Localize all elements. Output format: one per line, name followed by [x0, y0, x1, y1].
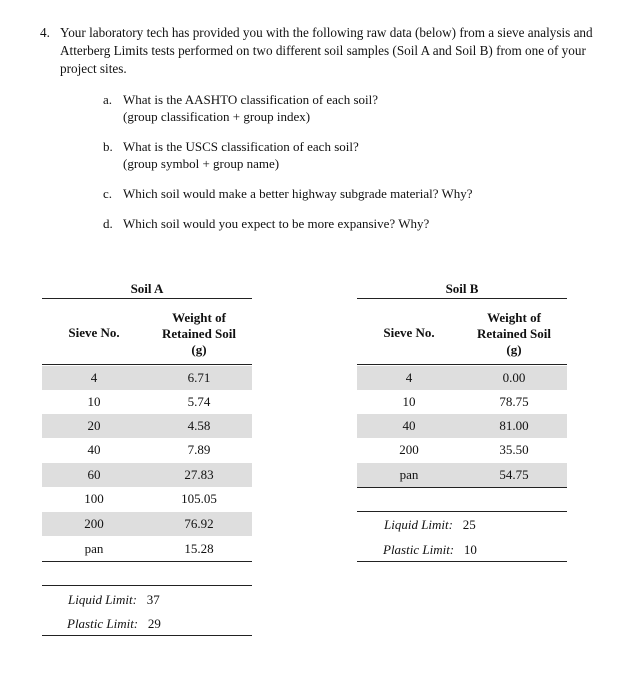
soil-b-weight-header — [461, 310, 567, 358]
table-row — [42, 390, 252, 414]
sieve-cell: 20 — [87, 418, 101, 433]
header-line: Retained Soil — [161, 326, 237, 341]
weight-cell: 78.75 — [499, 394, 529, 409]
table-row — [357, 390, 567, 414]
table-row — [357, 463, 567, 487]
plastic-limit-label: Plastic Limit: — [383, 542, 455, 557]
table-row — [357, 438, 567, 462]
sieve-cell: 40 — [402, 418, 416, 433]
divider — [357, 511, 567, 512]
divider — [42, 585, 252, 586]
table-row — [42, 512, 252, 536]
soil-a-weight-header — [146, 310, 252, 358]
divider — [42, 561, 252, 562]
liquid-limit-value: 37 — [146, 592, 160, 607]
plastic-limit-value: 29 — [147, 616, 161, 631]
divider — [42, 635, 252, 636]
soil-a-sieve-header: Sieve No. — [68, 325, 120, 340]
table-row — [42, 438, 252, 462]
weight-cell: 6.71 — [187, 370, 211, 385]
weight-cell: 105.05 — [181, 491, 217, 506]
table-row — [42, 487, 252, 511]
divider — [357, 561, 567, 562]
sub-question-label: b. — [103, 139, 113, 154]
sieve-cell: 4 — [405, 370, 413, 385]
divider — [357, 487, 567, 488]
sieve-cell: 200 — [84, 516, 104, 531]
liquid-limit-value: 25 — [462, 517, 476, 532]
weight-cell: 54.75 — [499, 467, 529, 482]
soil-b-liquid-limit — [384, 517, 476, 533]
weight-cell: 27.83 — [184, 467, 214, 482]
divider — [42, 298, 252, 299]
header-line: Retained Soil — [476, 326, 552, 341]
sieve-cell: 100 — [84, 491, 104, 506]
sieve-cell: 40 — [87, 442, 101, 457]
sieve-cell: 60 — [87, 467, 101, 482]
sub-question-line: Which soil would you expect to be more expansive? Why? — [123, 216, 430, 231]
question-number: 4. — [40, 25, 50, 40]
divider — [357, 364, 567, 365]
sub-question-line: (group classification + group index) — [123, 109, 311, 124]
weight-cell: 76.92 — [184, 516, 214, 531]
sub-question-label: d. — [103, 216, 113, 231]
sub-question-label: c. — [103, 186, 113, 201]
divider — [357, 298, 567, 299]
sub-question-line: (group symbol + group name) — [123, 156, 280, 171]
soil-b-plastic-limit — [383, 542, 477, 558]
header-line: Weight of — [487, 310, 541, 325]
header-line: (g) — [506, 342, 522, 357]
soil-a-liquid-limit — [68, 592, 160, 608]
liquid-limit-label: Liquid Limit: — [384, 517, 453, 532]
sub-question-label: a. — [103, 92, 113, 107]
weight-cell: 35.50 — [499, 442, 529, 457]
table-row — [357, 366, 567, 390]
weight-cell: 81.00 — [499, 418, 529, 433]
table-row — [42, 463, 252, 487]
sieve-cell: 4 — [90, 370, 98, 385]
soil-a-title: Soil A — [130, 281, 164, 296]
table-row — [357, 414, 567, 438]
soil-a-plastic-limit — [67, 616, 161, 632]
sub-question-line: What is the AASHTO classification of each soil? — [123, 92, 379, 107]
divider — [42, 364, 252, 365]
plastic-limit-label: Plastic Limit: — [67, 616, 139, 631]
sieve-cell: 200 — [399, 442, 419, 457]
header-line: Weight of — [172, 310, 226, 325]
soil-b-sieve-header: Sieve No. — [383, 325, 435, 340]
sieve-cell: 10 — [87, 394, 101, 409]
sieve-cell: pan — [84, 541, 104, 556]
sub-question-line: What is the USCS classification of each soil? — [123, 139, 359, 154]
sieve-cell: 10 — [402, 394, 416, 409]
header-line: (g) — [191, 342, 207, 357]
table-row — [42, 366, 252, 390]
table-row — [42, 537, 252, 561]
table-row — [42, 414, 252, 438]
liquid-limit-label: Liquid Limit: — [68, 592, 137, 607]
soil-b-title: Soil B — [445, 281, 479, 296]
weight-cell: 15.28 — [184, 541, 214, 556]
question-text: Your laboratory tech has provided you with the following raw data (below) from a sieve analysis and Atterberg Limits tests performed on two different soil samples (Soil A and Soil B) from one of your project sites. — [60, 25, 593, 76]
weight-cell: 0.00 — [502, 370, 526, 385]
sieve-cell: pan — [399, 467, 419, 482]
weight-cell: 4.58 — [187, 418, 211, 433]
sub-question-line: Which soil would make a better highway subgrade material? Why? — [123, 186, 473, 201]
weight-cell: 7.89 — [187, 442, 211, 457]
plastic-limit-value: 10 — [463, 542, 477, 557]
weight-cell: 5.74 — [187, 394, 211, 409]
